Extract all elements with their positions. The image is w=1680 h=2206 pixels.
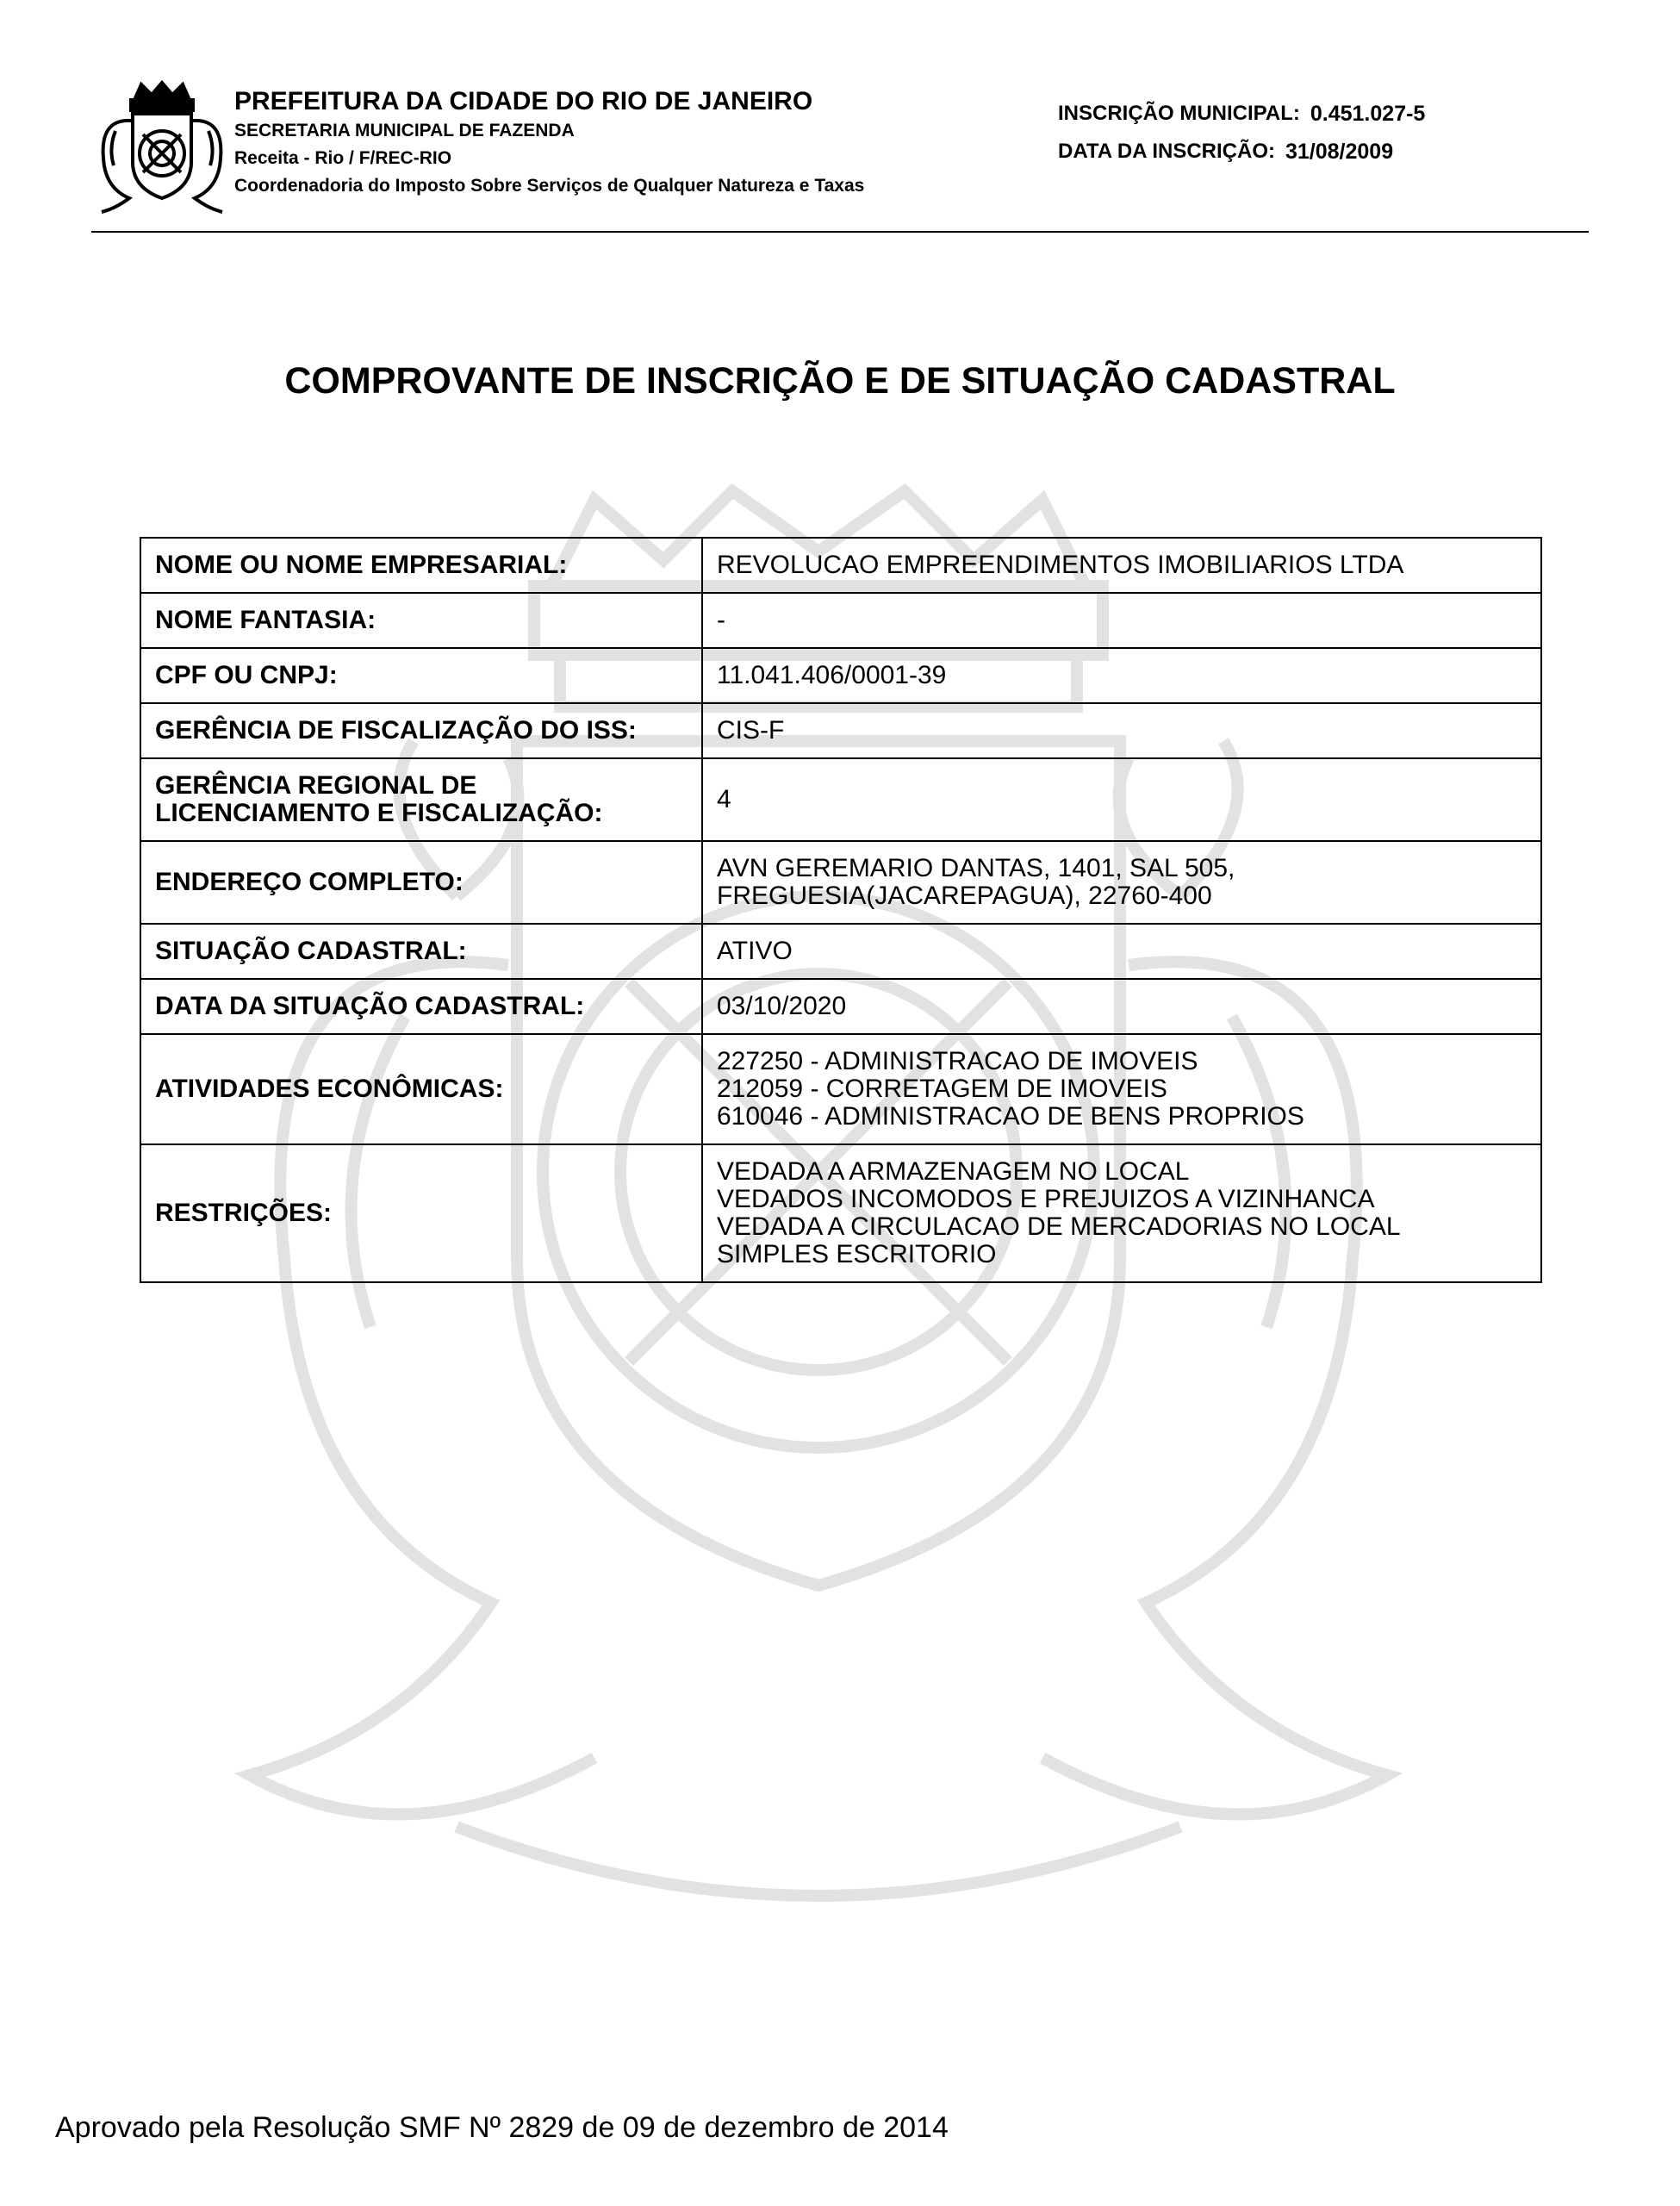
field-label: ENDEREÇO COMPLETO: bbox=[140, 841, 702, 924]
field-value bbox=[702, 841, 1541, 924]
data-inscricao-label: DATA DA INSCRIÇÃO: bbox=[1058, 140, 1275, 163]
table-row bbox=[140, 841, 1541, 924]
field-label: DATA DA SITUAÇÃO CADASTRAL: bbox=[140, 979, 702, 1034]
table-row bbox=[140, 1144, 1541, 1282]
org-secretariat: SECRETARIA MUNICIPAL DE FAZENDA bbox=[234, 121, 575, 140]
table-row bbox=[140, 924, 1541, 979]
field-value-line: 212059 - CORRETAGEM DE IMOVEIS bbox=[717, 1075, 1167, 1103]
field-value-line: 11.041.406/0001-39 bbox=[717, 661, 947, 689]
field-value bbox=[702, 593, 1541, 648]
field-value bbox=[702, 538, 1541, 593]
table-row bbox=[140, 593, 1541, 648]
table-row bbox=[140, 538, 1541, 593]
field-value-line: VEDADA A CIRCULACAO DE MERCADORIAS NO LOCAL bbox=[717, 1212, 1401, 1241]
table-row bbox=[140, 979, 1541, 1034]
field-label: CPF OU CNPJ: bbox=[140, 648, 702, 703]
field-value-line: - bbox=[717, 606, 725, 634]
field-value-line: AVN GEREMARIO DANTAS, 1401, SAL 505, bbox=[717, 854, 1235, 882]
org-coordination: Coordenadoria do Imposto Sobre Serviços de Qualquer Natureza e Taxas bbox=[234, 176, 865, 196]
field-label: NOME FANTASIA: bbox=[140, 593, 702, 648]
field-value-line: FREGUESIA(JACAREPAGUA), 22760-400 bbox=[717, 882, 1212, 910]
field-value-line: 227250 - ADMINISTRACAO DE IMOVEIS bbox=[717, 1047, 1198, 1075]
data-inscricao-value: 31/08/2009 bbox=[1285, 140, 1394, 164]
table-row bbox=[140, 703, 1541, 758]
field-value-line: 610046 - ADMINISTRACAO DE BENS PROPRIOS bbox=[717, 1102, 1304, 1131]
org-department: Receita - Rio / F/REC-RIO bbox=[234, 148, 452, 168]
field-value-line: VEDADOS INCOMODOS E PREJUIZOS A VIZINHANCA bbox=[717, 1185, 1375, 1213]
field-value bbox=[702, 924, 1541, 979]
field-value bbox=[702, 758, 1541, 841]
field-label: GERÊNCIA DE FISCALIZAÇÃO DO ISS: bbox=[140, 703, 702, 758]
table-row bbox=[140, 648, 1541, 703]
field-label bbox=[140, 758, 702, 841]
table-row bbox=[140, 1034, 1541, 1144]
field-value-line: REVOLUCAO EMPREENDIMENTOS IMOBILIARIOS LTDA bbox=[717, 551, 1404, 579]
field-label-line: GERÊNCIA REGIONAL DE bbox=[155, 771, 477, 800]
field-label: SITUAÇÃO CADASTRAL: bbox=[140, 924, 702, 979]
document-title: COMPROVANTE DE INSCRIÇÃO E DE SITUAÇÃO CADASTRAL bbox=[284, 360, 1396, 402]
field-value-line: SIMPLES ESCRITORIO bbox=[717, 1240, 997, 1268]
field-label-line: LICENCIAMENTO E FISCALIZAÇÃO: bbox=[155, 799, 603, 827]
inscricao-value: 0.451.027-5 bbox=[1310, 102, 1426, 126]
header-organization bbox=[234, 86, 864, 200]
inscricao-label: INSCRIÇÃO MUNICIPAL: bbox=[1058, 102, 1300, 125]
registration-table bbox=[140, 537, 1542, 1283]
approval-footer: Aprovado pela Resolução SMF Nº 2829 de 09 de dezembro de 2014 bbox=[55, 2111, 949, 2144]
field-label: ATIVIDADES ECONÔMICAS: bbox=[140, 1034, 702, 1144]
registration-info bbox=[1058, 95, 1425, 171]
field-value bbox=[702, 1034, 1541, 1144]
table-row bbox=[140, 758, 1541, 841]
header-divider bbox=[91, 231, 1589, 233]
field-value-line: VEDADA A ARMAZENAGEM NO LOCAL bbox=[717, 1157, 1190, 1186]
field-label: NOME OU NOME EMPRESARIAL: bbox=[140, 538, 702, 593]
field-value-line: 03/10/2020 bbox=[717, 992, 847, 1020]
field-value bbox=[702, 1144, 1541, 1282]
field-value-line: 4 bbox=[717, 785, 731, 813]
field-value bbox=[702, 979, 1541, 1034]
field-label: RESTRIÇÕES: bbox=[140, 1144, 702, 1282]
rio-coat-of-arms-icon bbox=[93, 79, 231, 217]
field-value bbox=[702, 648, 1541, 703]
field-value bbox=[702, 703, 1541, 758]
field-value-line: ATIVO bbox=[717, 937, 793, 965]
field-value-line: CIS-F bbox=[717, 716, 785, 745]
org-name: PREFEITURA DA CIDADE DO RIO DE JANEIRO bbox=[234, 87, 813, 115]
